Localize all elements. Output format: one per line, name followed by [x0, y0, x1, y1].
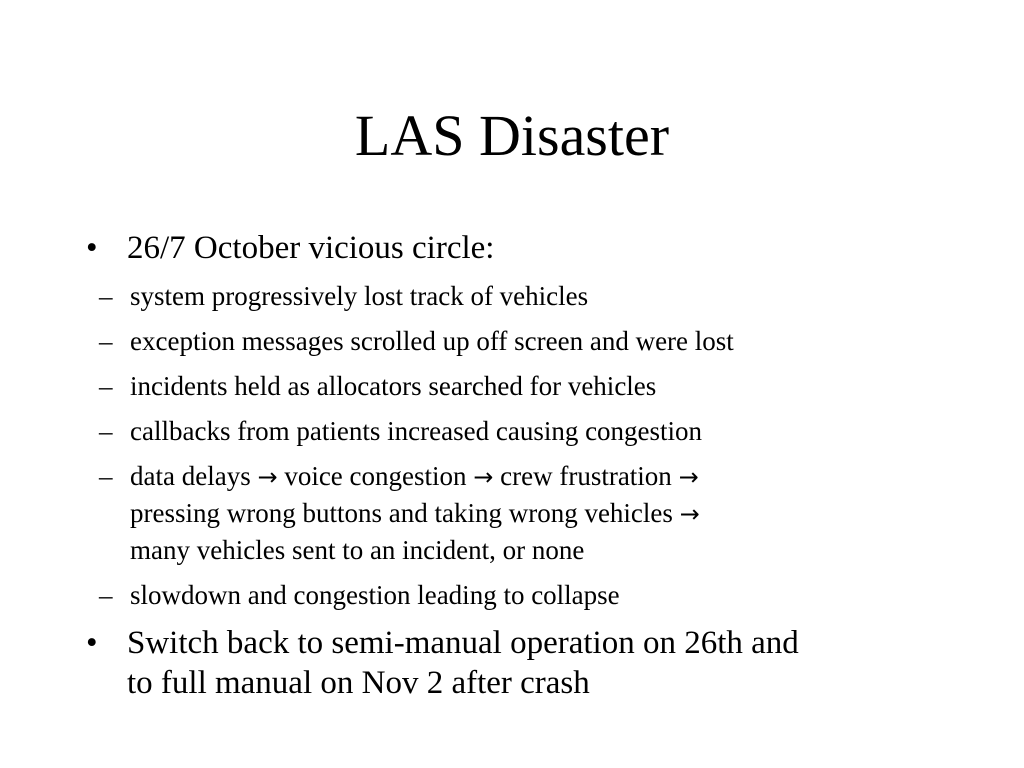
chain-text-5: many vehicles sent to an incident, or none [130, 535, 585, 565]
sub-item [86, 368, 966, 404]
arrow-right-icon: → [257, 463, 278, 491]
dash-glyph: – [99, 580, 113, 610]
dash-glyph: – [99, 416, 113, 446]
sub-item-text: callbacks from patients increased causing congestion [130, 416, 703, 446]
sub-item-text: exception messages scrolled up off screen and were lost [130, 326, 734, 356]
bullet-text-line1: Switch back to semi-manual operation on 26th and [127, 625, 799, 661]
sub-item [86, 323, 966, 359]
sub-item-chain [86, 458, 966, 568]
arrow-right-icon: → [678, 463, 699, 491]
sub-item [86, 413, 966, 449]
sub-item [86, 577, 966, 613]
dash-glyph: – [99, 326, 113, 356]
bullet-item-october [86, 228, 966, 268]
sub-list [86, 278, 966, 613]
dash-glyph: – [99, 281, 113, 311]
bullet-text-line2: to full manual on Nov 2 after crash [127, 665, 590, 701]
chain-text-1: data delays [130, 461, 258, 491]
bullet-item-manual [86, 623, 966, 703]
chain-text-4: pressing wrong buttons and taking wrong vehicles [130, 498, 680, 528]
sub-item-text: incidents held as allocators searched for vehicles [130, 371, 657, 401]
slide-title: LAS Disaster [354, 103, 670, 168]
slide-content [86, 228, 966, 703]
sub-item [86, 278, 966, 314]
chain-text-3: crew frustration [493, 461, 679, 491]
arrow-right-icon: → [679, 500, 700, 528]
bullet-text: 26/7 October vicious circle: [127, 230, 495, 266]
arrow-right-icon: → [473, 463, 494, 491]
chain-text-2: voice congestion [277, 461, 474, 491]
sub-item-text: system progressively lost track of vehicles [130, 281, 589, 311]
bullet-glyph: • [86, 230, 98, 266]
bullet-glyph: • [86, 625, 98, 661]
dash-glyph: – [99, 371, 113, 401]
sub-item-text: slowdown and congestion leading to collapse [130, 580, 620, 610]
dash-glyph: – [99, 461, 113, 491]
